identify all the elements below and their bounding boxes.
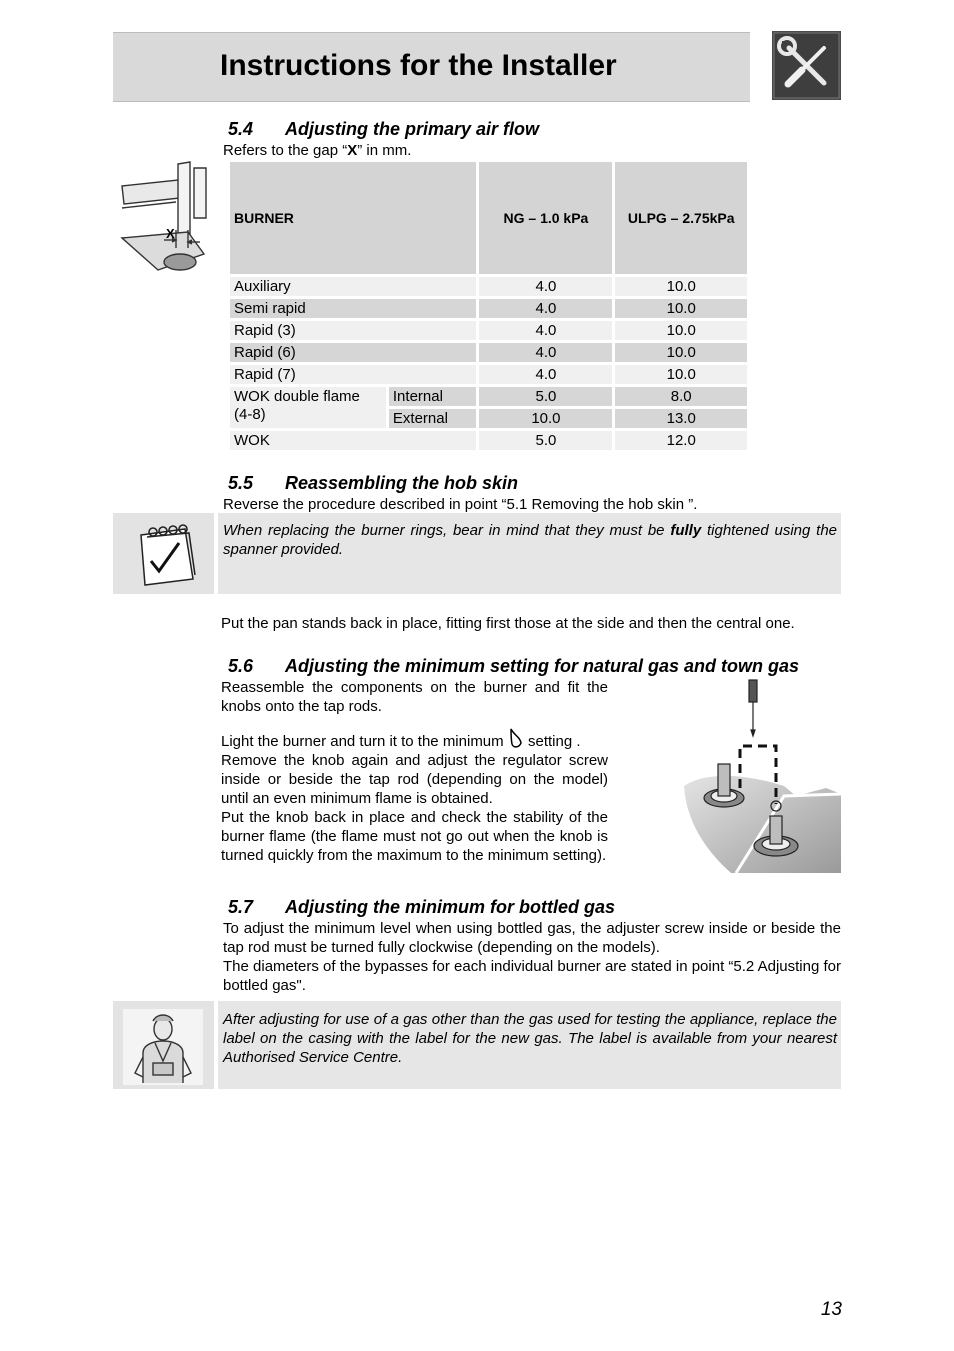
- note-text-start: When replacing the burner rings, bear in mind that they must be: [223, 522, 671, 539]
- burner-name: Rapid (6): [230, 343, 476, 362]
- col-header-burner: BURNER: [230, 162, 476, 274]
- ng-value: 4.0: [479, 321, 612, 340]
- table-row: [230, 343, 747, 362]
- header-bar: [113, 32, 750, 102]
- table-row: [230, 431, 747, 450]
- table-row: [230, 277, 747, 296]
- paragraph: [221, 727, 608, 751]
- burner-name: Semi rapid: [230, 299, 476, 318]
- ulpg-value: 10.0: [615, 299, 747, 318]
- ulpg-value: 13.0: [615, 409, 747, 428]
- page-number: 13: [820, 1299, 842, 1320]
- ulpg-value: 12.0: [615, 431, 747, 450]
- section-5-6-text: [221, 678, 608, 865]
- section-title-5-4: [228, 119, 539, 140]
- note-box-5-7: [218, 1001, 841, 1089]
- technician-icon: [113, 1001, 214, 1089]
- paragraph: Put the knob back in place and check the stability of the burner flame (the flame must not go out when the knob is turned quickly from the maximum to the minimum setting).: [221, 809, 608, 864]
- paragraph: The diameters of the bypasses for each individual burner are stated in point “5.2 Adjusting for bottled gas".: [223, 958, 841, 994]
- minimum-flame-icon: [508, 727, 524, 749]
- section-heading: Reassembling the hob skin: [285, 473, 519, 493]
- ulpg-value: 8.0: [615, 387, 747, 406]
- intro-x: X: [347, 142, 358, 159]
- regulator-screw-illustration: [676, 676, 841, 873]
- page-title: Instructions for the Installer: [220, 49, 617, 82]
- wrench-screwdriver-icon: [772, 31, 841, 100]
- ulpg-value: 10.0: [615, 321, 747, 340]
- burner-name: Rapid (3): [230, 321, 476, 340]
- note-bold: fully: [670, 522, 702, 539]
- col-header-ng: NG – 1.0 kPa: [479, 162, 612, 274]
- section-5-5-text: Reverse the procedure described in point “5.1 Removing the hob skin ”.: [223, 496, 698, 513]
- ng-value: 4.0: [479, 277, 612, 296]
- air-gap-illustration: [118, 158, 210, 276]
- section-heading: Adjusting the primary air flow: [285, 119, 540, 139]
- ulpg-value: 10.0: [615, 365, 747, 384]
- ng-value: 5.0: [479, 387, 612, 406]
- text: setting .: [528, 733, 581, 750]
- section-title-5-5: [228, 473, 518, 494]
- paragraph: To adjust the minimum level when using bottled gas, the adjuster screw inside or beside the tap rod must be turned fully clockwise (depending on the models).: [223, 920, 841, 956]
- ng-value: 5.0: [479, 431, 612, 450]
- ulpg-value: 10.0: [615, 343, 747, 362]
- table-row: [230, 299, 747, 318]
- section-number: 5.4: [228, 119, 254, 139]
- ng-value: 4.0: [479, 365, 612, 384]
- table-row: [230, 365, 747, 384]
- burner-sub: Internal: [389, 387, 477, 406]
- paragraph: Remove the knob again and adjust the regulator screw inside or beside the tap rod (depending on the model) until an even minimum flame is obtained.: [221, 752, 608, 807]
- burner-name: Rapid (7): [230, 365, 476, 384]
- table-header-row: [230, 162, 747, 274]
- gap-intro: [223, 141, 411, 160]
- notebook-check-icon: [113, 513, 214, 594]
- note-box-5-5: [218, 513, 841, 594]
- gap-x-label: X: [166, 226, 175, 241]
- section-title-5-6: [228, 656, 799, 677]
- air-flow-table: [227, 159, 750, 453]
- col-header-ulpg: ULPG – 2.75kPa: [615, 162, 747, 274]
- note-text-end: tightened using the spanner provided.: [223, 522, 838, 558]
- section-title-5-7: [228, 897, 615, 918]
- pan-stands-text: Put the pan stands back in place, fitting first those at the side and then the central one.: [221, 615, 795, 632]
- text: Light the burner and turn it to the minimum: [221, 733, 504, 750]
- burner-name: Auxiliary: [230, 277, 476, 296]
- section-heading: Adjusting the minimum for bottled gas: [285, 897, 615, 917]
- section-heading: Adjusting the minimum setting for natural gas and town gas: [285, 656, 800, 676]
- section-number: 5.5: [228, 473, 254, 493]
- ng-value: 4.0: [479, 299, 612, 318]
- table-row: [230, 321, 747, 340]
- intro-text: Refers to the gap “: [223, 142, 348, 159]
- ng-value: 4.0: [479, 343, 612, 362]
- section-5-7-text: [223, 919, 841, 995]
- intro-text-end: ” in mm.: [357, 142, 412, 159]
- burner-sub: External: [389, 409, 477, 428]
- section-number: 5.6: [228, 656, 254, 676]
- paragraph: Reassemble the components on the burner and fit the knobs onto the tap rods.: [221, 679, 608, 715]
- note-text: After adjusting for use of a gas other than the gas used for testing the appliance, replace the label on the casing with the label for the new gas. The label is available from your nearest Authorised Service Centre.: [223, 1011, 837, 1066]
- note-text: [223, 521, 837, 559]
- ng-value: 10.0: [479, 409, 612, 428]
- burner-name: WOK: [230, 431, 476, 450]
- table-row: [230, 387, 747, 406]
- ulpg-value: 10.0: [615, 277, 747, 296]
- burner-name: WOK double flame (4-8): [230, 387, 386, 428]
- section-number: 5.7: [228, 897, 254, 917]
